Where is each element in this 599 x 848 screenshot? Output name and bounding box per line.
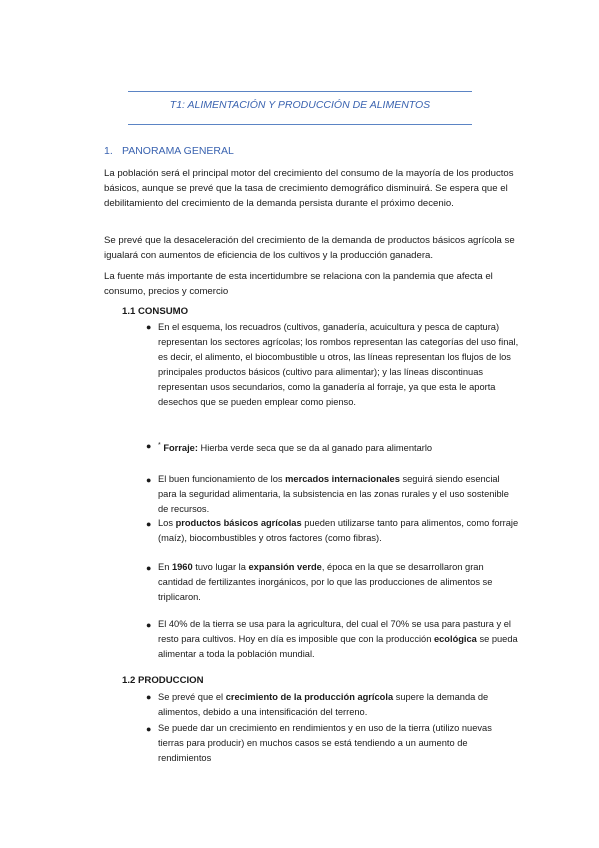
bullet-icon: ● [146, 441, 152, 451]
document-title: T1: ALIMENTACIÓN Y PRODUCCIÓN DE ALIMENTOS [169, 99, 431, 111]
bold-run: mercados internacionales [285, 474, 400, 484]
produccion-bullet-2: Se puede dar un crecimiento en rendimientos y en uso de la tierra (utilizo nuevas tierras para producir) en muchos casos se está tendiendo a un aumento de rendimientos [158, 723, 492, 764]
text-run: seguirá siendo esencial para la seguridad alimentaria, la subsistencia en las zonas rurales y el uso sostenible de recursos. [158, 474, 509, 515]
bullet-icon: ● [146, 322, 152, 332]
section-number: 1. [104, 145, 113, 157]
produccion-bullet-1 [158, 690, 520, 720]
text-run: El 40% de la tierra se usa para la agricultura, del cual el 70% se usa para pastura y el resto para cultivos. Hoy en día es imposible que con la producción [158, 619, 511, 645]
text-run: , época en la que se desarrollaron gran cantidad de fertilizantes inorgánicos, por lo que las producciones de alimentos se triplicaron. [158, 562, 493, 603]
paragraph-1: La población será el principal motor del crecimiento del consumo de la mayoría de los productos básicos, aunque se prevé que la tasa de crecimiento demográfico disminuirá. Se espera que el debilitamiento del crecimiento de la demanda persista durante el próximo decenio. [104, 168, 514, 210]
title-top-rule [128, 91, 472, 92]
subsection-consumo-heading: 1.1 CONSUMO [122, 306, 189, 317]
subsection-produccion-heading: 1.2 PRODUCCION [122, 675, 204, 686]
section-title: PANORAMA GENERAL [122, 145, 234, 157]
text-run: En [158, 562, 172, 572]
text-run: supere la demanda de alimentos, debido a una intensificación del terreno. [158, 692, 489, 718]
bold-run: expansión verde [248, 562, 322, 572]
asterisk-mark: * [158, 442, 161, 449]
consumo-bullet-1: En el esquema, los recuadros (cultivos, ganadería, acuicultura y pesca de captura) representan los sectores agrícolas; los rombos representan las categorías del uso final, es decir, el alimento, el biocombustible u otros, las líneas representan los flujos de los principales productos básicos (cultivo para alimentar); y las líneas discontinuas representan usos secundarios, como la ganadería al forraje, ya que esta le aporta desechos que se pueden emplear como pienso. [158, 322, 519, 408]
paragraph-2: Se prevé que la desaceleración del crecimiento de la demanda de productos básicos agrícola se igualará con aumentos de eficiencia de los cultivos y la producción ganadera. [104, 235, 515, 262]
text-run: pueden utilizarse tanto para alimentos, como forraje (maíz), biocombustibles y otros factores (como fibras). [158, 518, 519, 544]
consumo-bullet-2 [158, 438, 520, 456]
term-forraje: Forraje: [163, 443, 198, 454]
consumo-bullet-4 [158, 516, 520, 546]
text-run: El buen funcionamiento de los [158, 474, 286, 484]
bold-run: productos básicos agrícolas [175, 518, 302, 528]
bold-run: crecimiento de la producción agrícola [225, 692, 394, 702]
bullet-icon: ● [146, 563, 152, 573]
bullet-icon: ● [146, 475, 152, 485]
bullet-icon: ● [146, 519, 152, 529]
section-heading [104, 145, 234, 157]
bold-run: ecológica [433, 634, 477, 645]
bullet-icon: ● [146, 692, 152, 702]
text-run: Se prevé que el [158, 692, 226, 702]
definition-forraje: Hierba verde seca que se da al ganado para alimentarlo [197, 443, 433, 454]
bullet-icon: ● [146, 724, 152, 734]
consumo-bullet-3 [158, 472, 520, 517]
consumo-bullet-6 [158, 617, 520, 662]
text-run: tuvo lugar la [192, 562, 249, 572]
bullet-icon: ● [146, 620, 152, 630]
text-run: Los [158, 518, 176, 528]
title-bottom-rule [128, 124, 472, 125]
paragraph-3: La fuente más importante de esta incertidumbre se relaciona con la pandemia que afecta el consumo, precios y comercio [104, 271, 493, 298]
text-run: se pueda alimentar a toda la población mundial. [158, 634, 518, 660]
consumo-bullet-5 [158, 560, 520, 605]
bold-run: 1960 [171, 562, 193, 572]
